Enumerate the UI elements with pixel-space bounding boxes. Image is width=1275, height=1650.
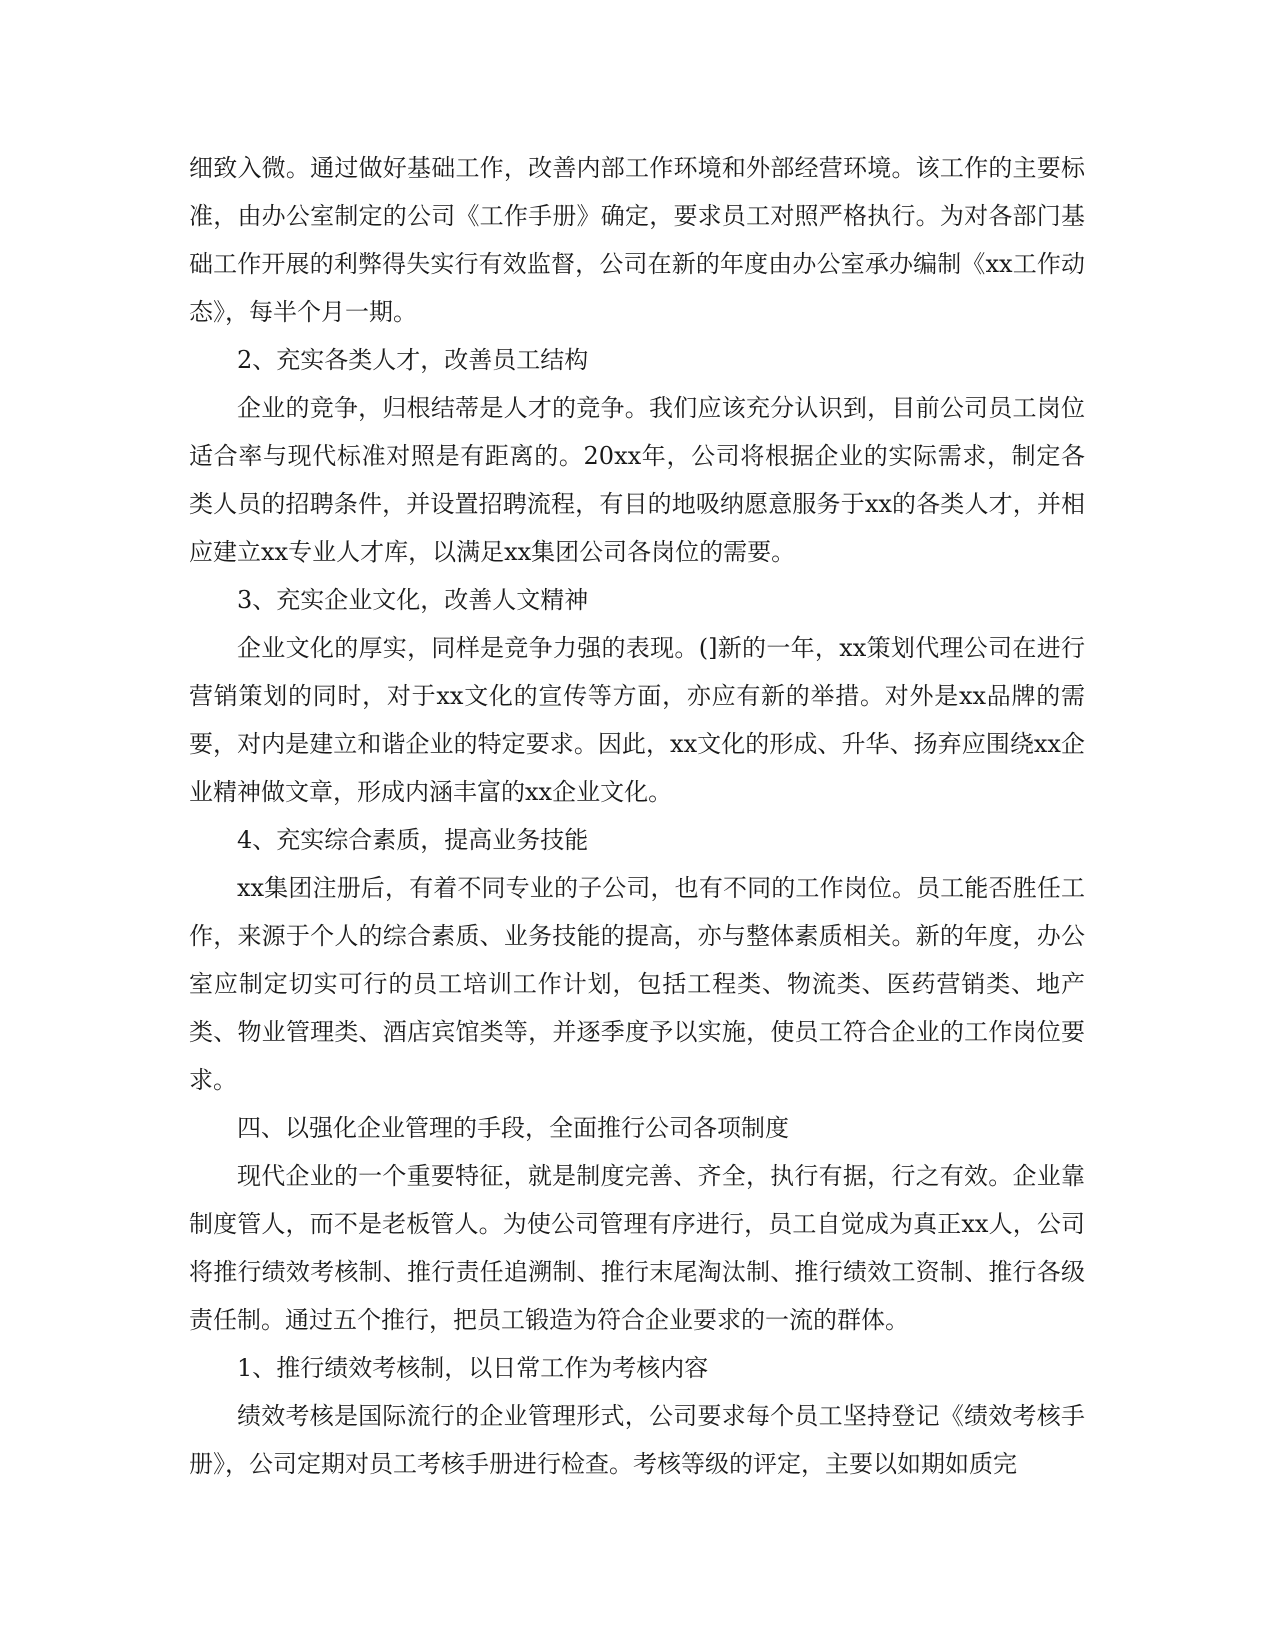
section-heading-culture: 3、充实企业文化，改善人文精神 — [237, 586, 589, 614]
paragraph-management: 现代企业的一个重要特征，就是制度完善、齐全，执行有据，行之有效。企业靠制度管人，而不是老板管人。为使公司管理有序进行，员工自觉成为真正xx人，公司将推行绩效考核制、推行责任追溯制、推行末尾淘汰制、推行绩效工资制、推行各级责任制。通过五个推行，把员工锻造为符合企业要求的一流的群体。 — [189, 1162, 1085, 1334]
section-heading-talent: 2、充实各类人才，改善员工结构 — [237, 346, 589, 374]
paragraph-skills: xx集团注册后，有着不同专业的子公司，也有不同的工作岗位。员工能否胜任工作，来源于个人的综合素质、业务技能的提高，亦与整体素质相关。新的年度，办公室应制定切实可行的员工培训工作计划，包括工程类、物流类、医药营销类、地产类、物业管理类、酒店宾馆类等，并逐季度予以实施，使员工符合企业的工作岗位要求。 — [189, 874, 1085, 1094]
paragraph-talent: 企业的竞争，归根结蒂是人才的竞争。我们应该充分认识到，目前公司员工岗位适合率与现代标准对照是有距离的。20xx年，公司将根据企业的实际需求，制定各类人员的招聘条件，并设置招聘流程，有目的地吸纳愿意服务于xx的各类人才，并相应建立xx专业人才库，以满足xx集团公司各岗位的需要。 — [189, 394, 1085, 566]
section-heading-skills: 4、充实综合素质，提高业务技能 — [237, 826, 589, 854]
section-heading-management: 四、以强化企业管理的手段，全面推行公司各项制度 — [237, 1114, 789, 1142]
paragraph-culture: 企业文化的厚实，同样是竞争力强的表现。(]新的一年，xx策划代理公司在进行营销策划的同时，对于xx文化的宣传等方面，亦应有新的举措。对外是xx品牌的需要，对内是建立和谐企业的特定要求。因此，xx文化的形成、升华、扬弃应围绕xx企业精神做文章，形成内涵丰富的xx企业文化。 — [189, 634, 1085, 806]
document-body — [189, 144, 1085, 1488]
paragraph-continuation: 细致入微。通过做好基础工作，改善内部工作环境和外部经营环境。该工作的主要标准，由办公室制定的公司《工作手册》确定，要求员工对照严格执行。为对各部门基础工作开展的利弊得失实行有效监督，公司在新的年度由办公室承办编制《xx工作动态》，每半个月一期。 — [189, 154, 1085, 326]
section-heading-performance: 1、推行绩效考核制，以日常工作为考核内容 — [237, 1354, 709, 1382]
paragraph-performance: 绩效考核是国际流行的企业管理形式，公司要求每个员工坚持登记《绩效考核手册》，公司定期对员工考核手册进行检查。考核等级的评定，主要以如期如质完 — [189, 1402, 1085, 1478]
